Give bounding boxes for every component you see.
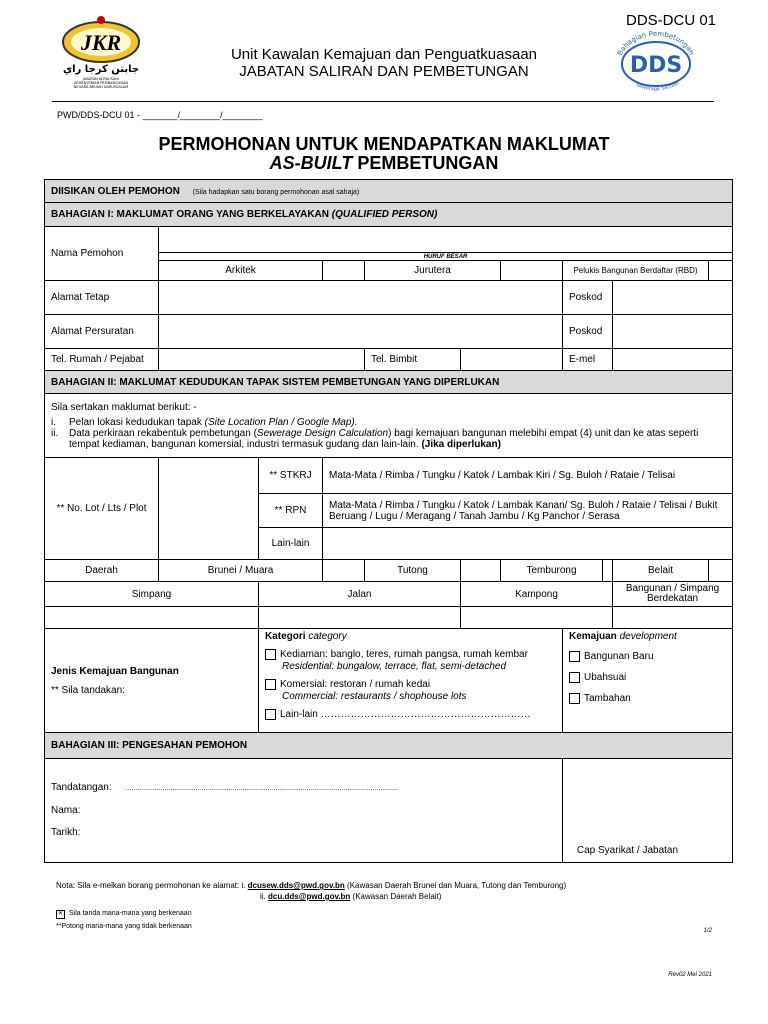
svg-text:DDS: DDS [629,53,683,78]
poskod-label-2: Poskod [563,315,613,349]
daerah-label: Daerah [45,560,159,582]
bangunan-simpang-label: Bangunan / Simpang Berdekatan [613,582,733,607]
application-form [44,179,733,863]
poskod-field-2[interactable] [613,315,733,349]
form-code: DDS-DCU 01 [625,12,716,29]
tel-bimbit-field[interactable] [461,349,563,371]
cap-syarikat-cell[interactable] [563,759,733,863]
svg-text:JKR: JKR [80,30,122,55]
alamat-persuratan-field[interactable] [159,315,563,349]
nota-line-1: Nota: Sila e-melkan borang permohonan ke alamat: i. dcusew.dds@pwd.gov.bn (Kawasan Daerah Brunei dan Muara, Tutong dan Temburong) [56,881,567,890]
part3-header: BAHAGIAN III: PENGESAHAN PEMOHON [45,733,733,759]
sila-tandakan-label: ** Sila tandakan: [51,684,125,696]
lain-lain-checkbox[interactable] [265,709,276,720]
tambahan-checkbox[interactable] [569,693,580,704]
tambahan-option[interactable]: Tambahan [569,693,726,705]
stkrj-options[interactable]: Mata-Mata / Rimba / Tungku / Katok / Lambak Kiri / Sg. Buloh / Rataie / Telisai [323,458,733,494]
nama-pemohon-label: Nama Pemohon [45,227,159,281]
emel-field[interactable] [613,349,733,371]
tarikh-label: Tarikh: [51,827,81,838]
email-link-2[interactable]: dcu.dds@pwd.gov.bn [268,892,351,901]
cap-syarikat-label: Cap Syarikat / Jabatan [576,845,679,856]
nama-pemohon-field[interactable] [159,227,733,253]
form-subtitle: AS-BUILT PEMBETUNGAN [269,153,499,173]
tel-rumah-label: Tel. Rumah / Pejabat [45,349,159,371]
ticked-box-icon: ✕ [57,911,64,917]
bangunan-baru-checkbox[interactable] [569,651,580,662]
simpang-field[interactable] [45,607,259,629]
notes-section [56,880,716,932]
jalan-label: Jalan [259,582,461,607]
lain-lain-option[interactable]: Lain-lain ……………………………………………………… [265,709,556,721]
lain-lain-label: Lain-lain [259,528,323,560]
simpang-label: Simpang [45,582,259,607]
tick-note: ✕ Sila tanda mana-mana yang berkenaan [57,910,192,917]
pengesahan-cell [45,759,563,863]
ubahsuai-checkbox[interactable] [569,672,580,683]
page-number: 1/2 [703,928,712,934]
kampong-label: Kampong [461,582,613,607]
belait-label: Belait [613,560,709,582]
stkrj-label: ** STKRJ [259,458,323,494]
svg-text:KEMENTERIAN PEMBANGUNAN: KEMENTERIAN PEMBANGUNAN [74,81,128,85]
revision-label: Rev02 Mei 2021 [668,972,712,978]
commercial-text: Commercial: restaurants / shophouse lots [282,691,467,703]
pelukis-checkbox-cell[interactable] [709,261,733,281]
svg-text:جابتن کرجا راي: جابتن کرجا راي [62,64,140,75]
arkitek-label: Arkitek [159,261,323,281]
kediaman-checkbox[interactable] [265,649,276,660]
jenis-kemajuan-label: Jenis Kemajuan Bangunan [51,665,179,677]
nama-label: Nama: [51,805,81,816]
tel-bimbit-label: Tel. Bimbit [365,349,461,371]
tandatangan-row[interactable]: Tandatangan: ............................................................................................................................................ [51,782,398,793]
emel-label: E-mel [563,349,613,371]
poskod-field[interactable] [613,281,733,315]
huruf-besar-hint: HURUF BESAR [159,253,733,261]
attachments-instructions: Sila sertakan maklumat berikut: - i. Pelan lokasi kedudukan tapak (Site Location Plan / Google Map). ii. Data perkiraan rekabentuk pembetungan (Sewerage Design Calculation) bagi kemajuan bangunan melebihi empat (4) unit dan ke atas seperti tempat kediaman, bangunan komersial, industri termasuk gudang dan lain-lain. (Jika diperlukan) [45,394,733,458]
kemajuan-cell [563,629,733,733]
svg-text:Sewerage Section: Sewerage Section [635,80,681,93]
kategori-cell [259,629,563,733]
email-link-1[interactable]: dcusew.dds@pwd.gov.bn [247,881,345,890]
kediaman-option[interactable]: Kediaman: banglo, teres, rumah pangsa, rumah kembar [265,649,556,661]
brunei-muara-checkbox-cell[interactable] [323,560,365,582]
alamat-tetap-label: Alamat Tetap [45,281,159,315]
nota-line-2: ii. dcu.dds@pwd.gov.bn (Kawasan Daerah Belait) [260,892,442,901]
kategori-heading: Kategori category [265,631,347,642]
svg-text:Bahagian Pembetungan: Bahagian Pembetungan [615,30,696,57]
alamat-persuratan-label: Alamat Persuratan [45,315,159,349]
svg-text:NEGARA BRUNEI DARUSSALAM: NEGARA BRUNEI DARUSSALAM [73,85,129,89]
bangunan-simpang-field[interactable] [613,607,733,629]
bangunan-baru-option[interactable]: Bangunan Baru [569,651,726,663]
org-department-name: JABATAN SALIRAN DAN PEMBETUNGAN [239,63,529,80]
reference-number: PWD/DDS-DCU 01 - _______/________/________ [57,110,263,120]
tutong-label: Tutong [365,560,461,582]
residential-text: Residential: bungalow, terrace, flat, semi-detached [282,661,507,673]
poskod-label: Poskod [563,281,613,315]
no-lot-label: ** No. Lot / Lts / Plot [45,458,159,560]
svg-text:JABATAN KERJA RAYA: JABATAN KERJA RAYA [83,77,119,81]
part2-header: BAHAGIAN II: MAKLUMAT KEDUDUKAN TAPAK SISTEM PEMBETUNGAN YANG DIPERLUKAN [45,371,733,394]
no-lot-field[interactable] [159,458,259,560]
rpn-label: ** RPN [259,494,323,528]
jenis-kemajuan-cell [45,629,259,733]
pelukis-label: Pelukis Bangunan Berdaftar (RBD) [563,261,709,281]
part1-header: BAHAGIAN I: MAKLUMAT ORANG YANG BERKELAYAKAN (QUALIFIED PERSON) [45,203,733,227]
rpn-options[interactable]: Mata-Mata / Rimba / Tungku / Katok / Lambak Kanan/ Sg. Buloh / Rataie / Telisai / Bukit Beruang / Lugu / Meragang / Tanah Jambu / Kg Panchor / Serasa [323,494,733,528]
brunei-muara-label: Brunei / Muara [159,560,323,582]
jalan-field[interactable] [259,607,461,629]
ubahsuai-option[interactable]: Ubahsuai [569,672,726,684]
form-title: PERMOHONAN UNTUK MENDAPATKAN MAKLUMAT [158,134,610,154]
jurutera-label: Jurutera [365,261,501,281]
arkitek-checkbox-cell[interactable] [323,261,365,281]
org-unit-name: Unit Kawalan Kemajuan dan Penguatkuasaan [230,46,538,63]
lain-lain-field[interactable] [323,528,733,560]
strike-note: **Potong mana-mana yang tidak berkenaan [56,923,192,930]
temburong-checkbox-cell[interactable] [603,560,613,582]
jurutera-checkbox-cell[interactable] [501,261,563,281]
tutong-checkbox-cell[interactable] [461,560,501,582]
header-divider [52,101,714,102]
komersial-checkbox[interactable] [265,679,276,690]
belait-checkbox-cell[interactable] [709,560,733,582]
tel-rumah-field[interactable] [159,349,365,371]
kampong-field[interactable] [461,607,613,629]
komersial-option[interactable]: Komersial: restoran / rumah kedai [265,679,556,691]
diisikan-header: DIISIKAN OLEH PEMOHON (Sila hadapkan satu borang permohonan asal sahaja) [45,180,733,203]
kemajuan-heading: Kemajuan development [569,631,677,642]
alamat-tetap-field[interactable] [159,281,563,315]
temburong-label: Temburong [501,560,603,582]
